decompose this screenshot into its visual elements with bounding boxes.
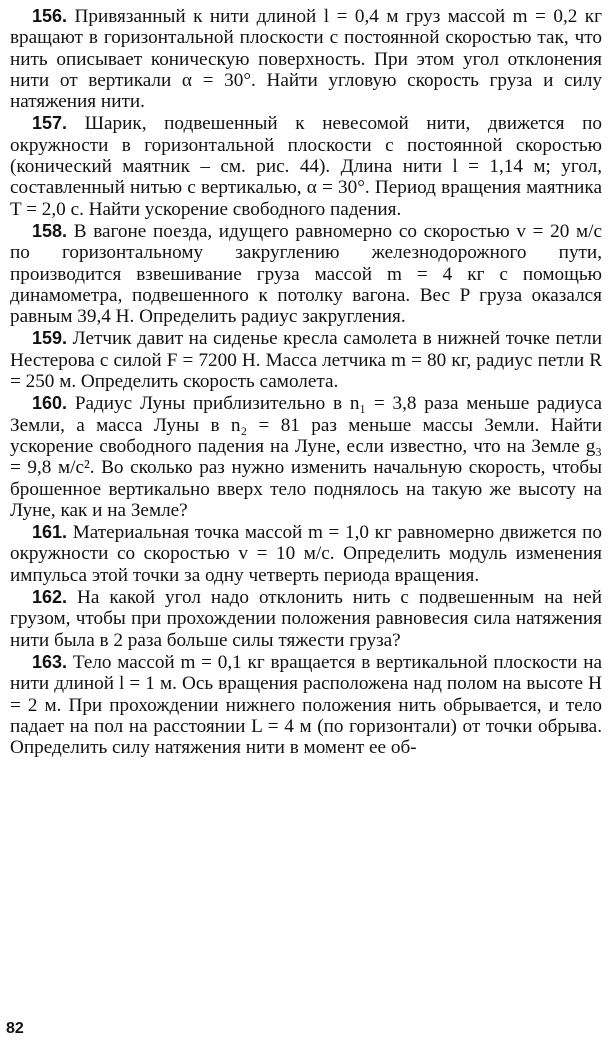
problem-number: 158. — [32, 220, 68, 241]
problem-159 — [10, 328, 602, 392]
problem-160 — [10, 393, 602, 521]
problem-156 — [10, 6, 602, 112]
problem-text: На какой угол надо отклонить нить с подвешенным на ней грузом, чтобы при прохождении положения равновесия сила натяжения нити была в 2 раза больше силы тяжести груза? — [10, 587, 603, 651]
problem-text: Радиус Луны приблизительно в n₁ = 3,8 раза меньше радиуса Земли, а масса Луны в n₂ = 81 раз меньше массы Земли. Найти ускорение свободного падения на Луне, если известно, что на Земле g₃ = 9,8 м/с². Во сколько раз нужно изменить начальную скорость, чтобы брошенное вертикально вверх тело поднялось на такую же высоту на Луне, как и на Земле? — [10, 393, 602, 521]
problem-162 — [10, 587, 602, 651]
page-body — [10, 6, 602, 1016]
problem-text: Материальная точка массой m = 1,0 кг равномерно движется по окружности со скоростью v = 10 м/с. Определить модуль изменения импульса этой точки за одну четверть периода вращения. — [10, 522, 603, 586]
problem-text: Шарик, подвешенный к невесомой нити, движется по окружности в горизонтальной плоскости с постоянной скоростью (конический маятник – см. рис. 44). Длина нити l = 1,14 м; угол, составленный нитью с вертикалью, α = 30°. Период вращения маятника T = 2,0 с. Найти ускорение свободного падения. — [10, 113, 602, 220]
problem-text: В вагоне поезда, идущего равномерно со скоростью v = 20 м/с по горизонтальному закруглению железнодорожного пути, производится взвешивание груза массой m = 4 кг с помощью динамометра, подвешенного к потолку вагона. Вес P груза оказался равным 39,4 Н. Определить радиус закругления. — [10, 220, 603, 328]
problem-163 — [10, 652, 602, 758]
problem-text: Тело массой m = 0,1 кг вращается в вертикальной плоскости на нити длиной l = 1 м. Ось вращения расположена над полом на высоте H = 2 м. При прохождении нижнего положения нить обрывается, и тело падает на пол на расстоянии L = 4 м (по горизонтали) от точки обрыва. Определить силу натяжения нити в момент ее об- — [10, 651, 603, 759]
problem-number: 161. — [32, 522, 68, 543]
problem-157 — [10, 113, 602, 219]
problem-number: 157. — [32, 113, 68, 134]
problem-number: 156. — [32, 6, 68, 26]
problem-161 — [10, 522, 602, 586]
page-number: 82 — [6, 1020, 24, 1037]
problem-number: 160. — [32, 393, 68, 414]
problem-text: Привязанный к нити длиной l = 0,4 м груз массой m = 0,2 кг вращают в горизонтальной плоскости с постоянной скоростью так, что нить описывает коническую поверхность. При этом угол отклонения нити от вертикали α = 30°. Найти угловую скорость груза и силу натяжения нити. — [10, 6, 602, 113]
problem-number: 163. — [32, 651, 68, 672]
problem-number: 162. — [32, 587, 68, 608]
problem-number: 159. — [32, 328, 68, 349]
problem-text: Летчик давит на сиденье кресла самолета в нижней точке петли Нестерова с силой F = 7200 Н. Масса летчика m = 80 кг, радиус петли R = 250 м. Определить скорость самолета. — [10, 328, 603, 393]
problem-158 — [10, 221, 602, 327]
